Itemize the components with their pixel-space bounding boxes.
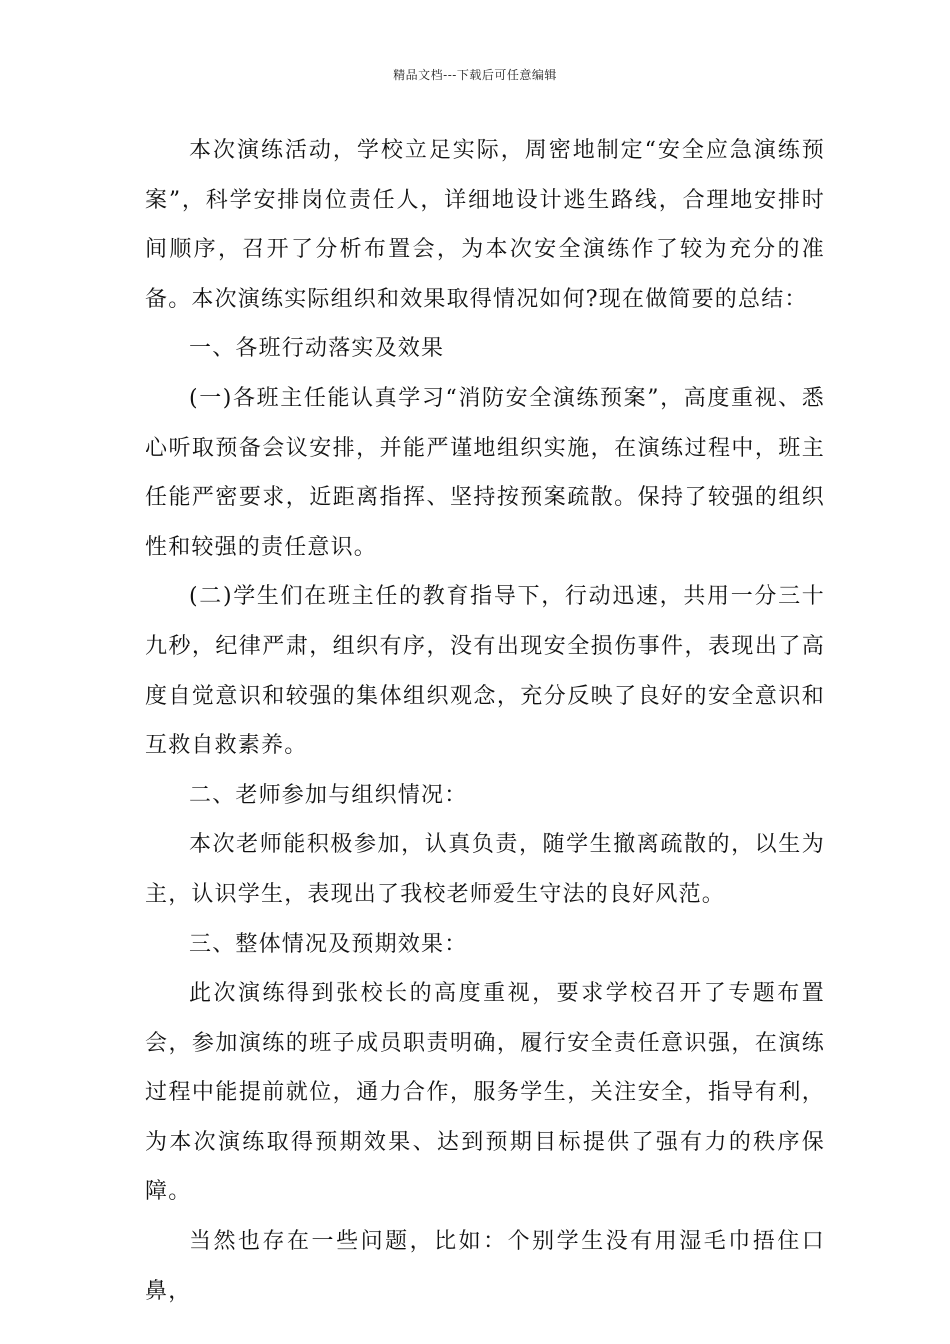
document-body [145, 126, 825, 1316]
page-header: 精品文档---下载后可任意编辑 [393, 68, 557, 82]
paragraph-class-teachers: (一)各班主任能认真学习“消防安全演练预案”，高度重视、悉心听取预备会议安排，并能严谨地组织实施，在演练过程中，班主任能严密要求，近距离指挥、坚持按预案疏散。保持了较强的组织性和较强的责任意识。 [145, 385, 825, 560]
paragraph-students: (二)学生们在班主任的教育指导下，行动迅速，共用一分三十九秒，纪律严肃，组织有序，没有出现安全损伤事件，表现出了高度自觉意识和较强的集体组织观念，充分反映了良好的安全意识和互救自救素养。 [145, 584, 825, 759]
paragraph-teachers: 本次老师能积极参加，认真负责，随学生撤离疏散的，以生为主，认识学生，表现出了我校老师爱生守法的良好风范。 [145, 832, 825, 907]
paragraph-issues: 当然也存在一些问题，比如：个别学生没有用湿毛巾捂住口鼻， [145, 1229, 825, 1304]
paragraph-intro: 本次演练活动，学校立足实际，周密地制定“安全应急演练预案”，科学安排岗位责任人，详细地设计逃生路线，合理地安排时间顺序，召开了分析布置会，为本次安全演练作了较为充分的准备。本次演练实际组织和效果取得情况如何?现在做简要的总结： [145, 138, 825, 312]
paragraph-overall: 此次演练得到张校长的高度重视，要求学校召开了专题布置会，参加演练的班子成员职责明确，履行安全责任意识强，在演练过程中能提前就位，通力合作，服务学生，关注安全，指导有利，为本次演练取得预期效果、达到预期目标提供了强有力的秩序保障。 [145, 981, 825, 1205]
section-heading-2: 二、老师参加与组织情况： [189, 782, 468, 808]
section-heading-3: 三、整体情况及预期效果： [189, 931, 468, 957]
section-heading-1: 一、各班行动落实及效果 [189, 336, 445, 362]
